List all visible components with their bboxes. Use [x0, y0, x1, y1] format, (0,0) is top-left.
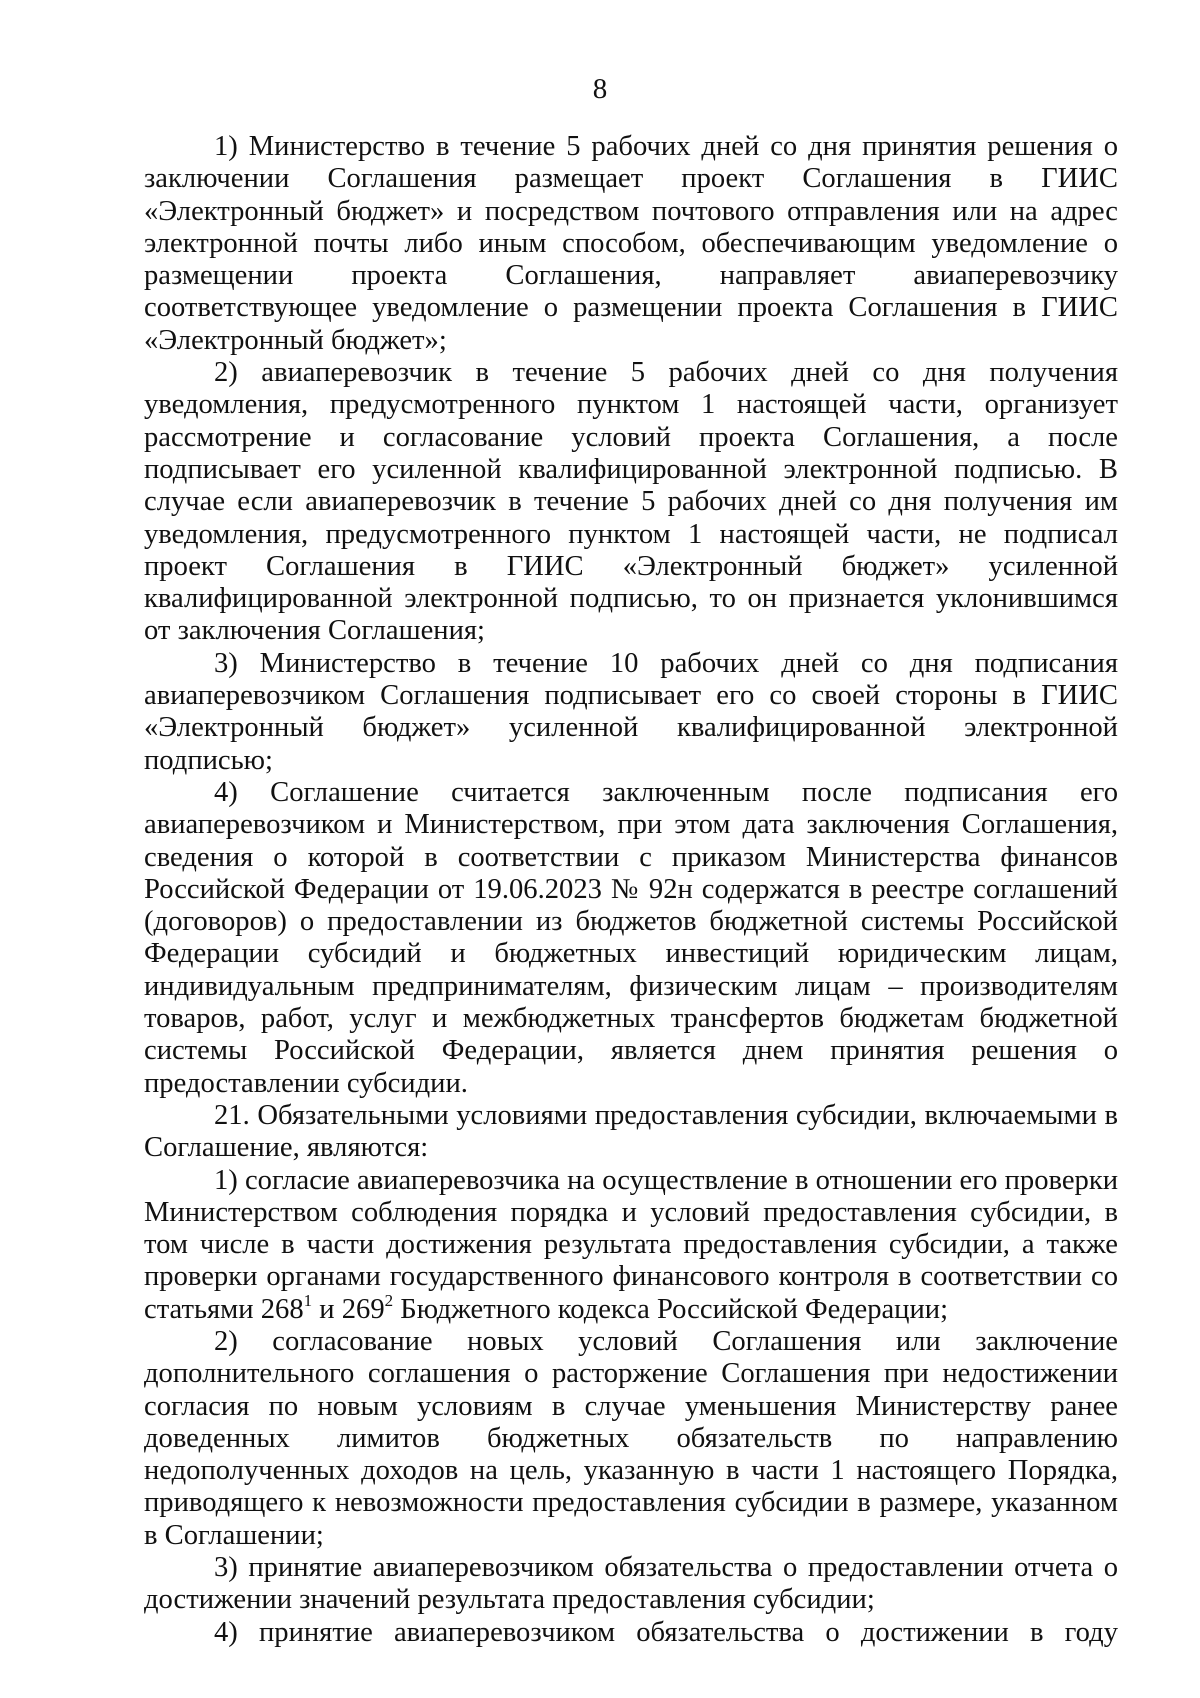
paragraph-condition-1	[144, 1165, 1118, 1326]
paragraph-subitem-3: 3) Министерство в течение 10 рабочих дней со дня подписания авиаперевозчиком Соглашения подписывает его со своей стороны в ГИИС «Электронный бюджет» усиленной квалифицированной электронной подписью;	[144, 647, 1118, 776]
superscript-2: 2	[384, 1291, 394, 1311]
condition-1-text-middle: и 269	[312, 1293, 385, 1325]
superscript-1: 1	[303, 1291, 313, 1311]
document-body	[144, 131, 1118, 1649]
page-number: 8	[592, 73, 608, 105]
paragraph-condition-2: 2) согласование новых условий Соглашения или заключение дополнительного соглашения о расторжение Соглашения при недостижении согласия по новым условиям в случае уменьшения Министерству ранее доведенных лимитов бюджетных обязательств по направлению недополученных доходов на цель, указанную в части 1 настоящего Порядка, приводящего к невозможности предоставления субсидии в размере, указанном в Соглашении;	[144, 1325, 1118, 1551]
paragraph-condition-3: 3) принятие авиаперевозчиком обязательства о предоставлении отчета о достижении значений результата предоставления субсидии;	[144, 1552, 1118, 1616]
paragraph-subitem-4: 4) Соглашение считается заключенным после подписания его авиаперевозчиком и Министерством, при этом дата заключения Соглашения, сведения о которой в соответствии с приказом Министерства финансов Российской Федерации от 19.06.2023 № 92н содержатся в реестре соглашений (договоров) о предоставлении из бюджетов бюджетной системы Российской Федерации субсидий и бюджетных инвестиций юридическим лицам, индивидуальным предпринимателям, физическим лицам – производителям товаров, работ, услуг и межбюджетных трансфертов бюджетам бюджетной системы Российской Федерации, является днем принятия решения о предоставлении субсидии.	[144, 776, 1118, 1099]
paragraph-condition-4: 4) принятие авиаперевозчиком обязательства о достижении в году	[214, 1616, 1118, 1648]
condition-1-text: 1) согласие авиаперевозчика на осуществление в отношении его проверки Министерством соблюдения порядка и условий предоставления субсидии, в том числе в части достижения результата предоставления субсидии, а также проверки органами государственного финансового контроля в соответствии со статьями 268	[144, 1164, 1119, 1325]
condition-1-text-end: Бюджетного кодекса Российской Федерации;	[393, 1293, 949, 1325]
paragraph-clause-21: 21. Обязательными условиями предоставления субсидии, включаемыми в Соглашение, являются:	[144, 1099, 1118, 1164]
paragraph-subitem-1: 1) Министерство в течение 5 рабочих дней со дня принятия решения о заключении Соглашения размещает проект Соглашения в ГИИС «Электронный бюджет» и посредством почтового отправления или на адрес электронной почты либо иным способом, обеспечивающим уведомление о размещении проекта Соглашения, направляет авиаперевозчику соответствующее уведомление о размещении проекта Соглашения в ГИИС «Электронный бюджет»;	[144, 131, 1118, 356]
paragraph-subitem-2: 2) авиаперевозчик в течение 5 рабочих дней со дня получения уведомления, предусмотренного пунктом 1 настоящей части, организует рассмотрение и согласование условий проекта Соглашения, а после подписывает его усиленной квалифицированной электронной подписью. В случае если авиаперевозчик в течение 5 рабочих дней со дня получения им уведомления, предусмотренного пунктом 1 настоящей части, не подписал проект Соглашения в ГИИС «Электронный бюджет» усиленной квалифицированной электронной подписью, то он признается уклонившимся от заключения Соглашения;	[144, 357, 1118, 647]
